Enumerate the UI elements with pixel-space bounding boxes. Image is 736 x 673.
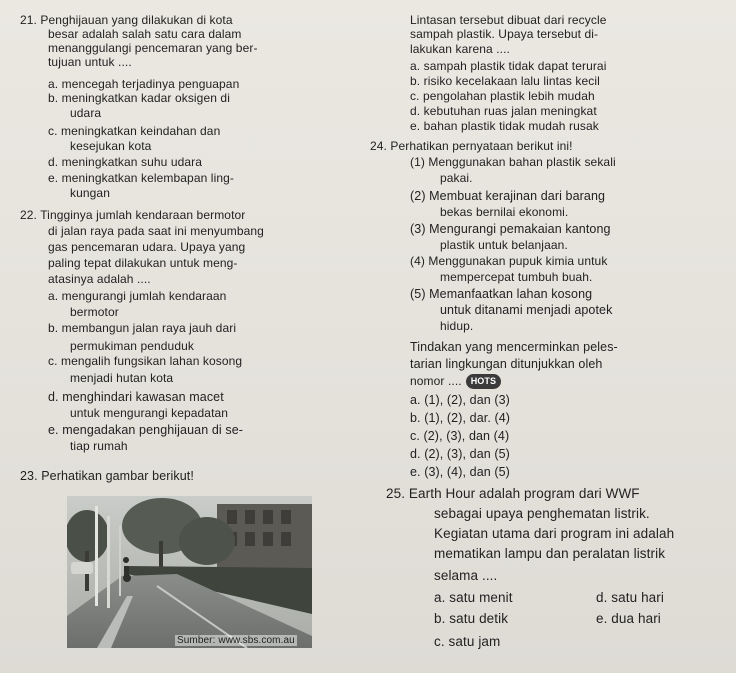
q23-stem: 23. Perhatikan gambar berikut! <box>20 469 194 483</box>
q23-cont-stem-line-1: Lintasan tersebut dibuat dari recycle <box>410 13 607 27</box>
q23-option-b: b. risiko kecelakaan lalu lintas kecil <box>410 74 600 88</box>
q21-stem-line-4: tujuan untuk .... <box>48 55 132 69</box>
q24-statement-3: (3) Mengurangi pemakaian kantong <box>410 222 611 236</box>
q22-option-c-cont: menjadi hutan kota <box>70 371 174 385</box>
q24-statement-1: (1) Menggunakan bahan plastik sekali <box>410 155 616 169</box>
q21-option-c-cont: kesejukan kota <box>70 139 152 153</box>
q22-option-e: e. mengadakan penghijauan di se- <box>48 423 244 437</box>
q25-stem-line-3: Kegiatan utama dari program ini adalah <box>434 526 675 541</box>
q24-stem: 24. Perhatikan pernyataan berikut ini! <box>370 139 573 153</box>
q24-statement-5-cont-2: hidup. <box>440 319 474 333</box>
q23-cont-stem-line-3: lakukan karena .... <box>410 42 510 56</box>
q22-stem-line-1: 22. Tingginya jumlah kendaraan bermotor <box>20 208 246 222</box>
q22-option-b: b. membangun jalan raya jauh dari <box>48 321 237 335</box>
q21-stem-line-3: menanggulangi pencemaran yang ber- <box>48 41 258 55</box>
q23-option-a: a. sampah plastik tidak dapat terurai <box>410 59 607 73</box>
q22-option-c: c. mengalih fungsikan lahan kosong <box>48 354 243 368</box>
cycling-lane-photo <box>67 496 312 648</box>
q24-statement-4-cont: mempercepat tumbuh buah. <box>440 270 593 284</box>
q21-stem-line-2: besar adalah salah satu cara dalam <box>48 27 242 41</box>
q24-option-d: d. (2), (3), dan (5) <box>410 447 510 461</box>
q24-question-line-1: Tindakan yang mencerminkan peles- <box>410 340 618 354</box>
q24-question-line-2: tarian lingkungan ditunjukkan oleh <box>410 357 603 371</box>
q21-option-b-cont: udara <box>70 106 102 120</box>
q24-question-nomor: nomor .... <box>410 374 462 388</box>
q21-option-d: d. meningkatkan suhu udara <box>48 155 203 169</box>
q23-option-e: e. bahan plastik tidak mudah rusak <box>410 119 599 133</box>
q22-stem-line-5: atasinya adalah .... <box>48 272 151 286</box>
q25-option-e: e. dua hari <box>596 611 661 626</box>
q24-question-line-3 <box>410 374 501 389</box>
q22-stem-line-3: gas pencemaran udara. Upaya yang <box>48 240 246 254</box>
q21-stem-line-1: 21. Penghijauan yang dilakukan di kota <box>20 13 233 27</box>
q24-option-c: c. (2), (3), dan (4) <box>410 429 510 443</box>
hots-badge: HOTS <box>466 374 501 389</box>
q25-option-c: c. satu jam <box>434 634 501 649</box>
q25-stem-line-2: sebagai upaya penghematan listrik. <box>434 506 650 521</box>
q25-option-d: d. satu hari <box>596 590 664 605</box>
q23-option-d: d. kebutuhan ruas jalan meningkat <box>410 104 597 118</box>
q25-option-a: a. satu menit <box>434 590 513 605</box>
q22-option-a: a. mengurangi jumlah kendaraan <box>48 289 227 303</box>
q24-statement-4: (4) Menggunakan pupuk kimia untuk <box>410 254 608 268</box>
q22-option-e-cont: tiap rumah <box>70 439 128 453</box>
q21-option-e-cont: kungan <box>70 186 110 200</box>
q21-option-a: a. mencegah terjadinya penguapan <box>48 77 240 91</box>
q24-statement-3-cont: plastik untuk belanjaan. <box>440 238 568 252</box>
q24-statement-1-cont: pakai. <box>440 171 473 185</box>
q24-statement-5: (5) Memanfaatkan lahan kosong <box>410 287 593 301</box>
q21-option-e: e. meningkatkan kelembapan ling- <box>48 171 234 185</box>
photo-source-caption: Sumber: www.sbs.com.au <box>177 635 295 646</box>
q24-statement-2-cont: bekas bernilai ekonomi. <box>440 205 569 219</box>
q25-stem-line-4: mematikan lampu dan peralatan listrik <box>434 546 666 561</box>
q23-option-c: c. pengolahan plastik lebih mudah <box>410 89 595 103</box>
q25-stem-line-1: 25. Earth Hour adalah program dari WWF <box>386 486 640 501</box>
q22-option-b-cont: permukiman penduduk <box>70 339 194 353</box>
q24-statement-2: (2) Membuat kerajinan dari barang <box>410 189 606 203</box>
q22-stem-line-2: di jalan raya pada saat ini menyumbang <box>48 224 264 238</box>
q24-option-a: a. (1), (2), dan (3) <box>410 393 510 407</box>
q22-option-a-cont: bermotor <box>70 305 119 319</box>
q24-statement-5-cont: untuk ditanami menjadi apotek <box>440 303 613 317</box>
q22-option-d: d. menghindari kawasan macet <box>48 390 224 404</box>
q21-option-c: c. meningkatkan keindahan dan <box>48 124 221 138</box>
q24-option-e: e. (3), (4), dan (5) <box>410 465 510 479</box>
q22-stem-line-4: paling tepat dilakukan untuk meng- <box>48 256 238 270</box>
q24-option-b: b. (1), (2), dar. (4) <box>410 411 511 425</box>
q22-option-d-cont: untuk mengurangi kepadatan <box>70 406 229 420</box>
q23-cont-stem-line-2: sampah plastik. Upaya tersebut di- <box>410 27 599 41</box>
q25-stem-line-5: selama .... <box>434 568 498 583</box>
cycling-lane-illustration <box>67 496 312 648</box>
q21-option-b: b. meningkatkan kadar oksigen di <box>48 91 230 105</box>
q25-option-b: b. satu detik <box>434 611 509 626</box>
